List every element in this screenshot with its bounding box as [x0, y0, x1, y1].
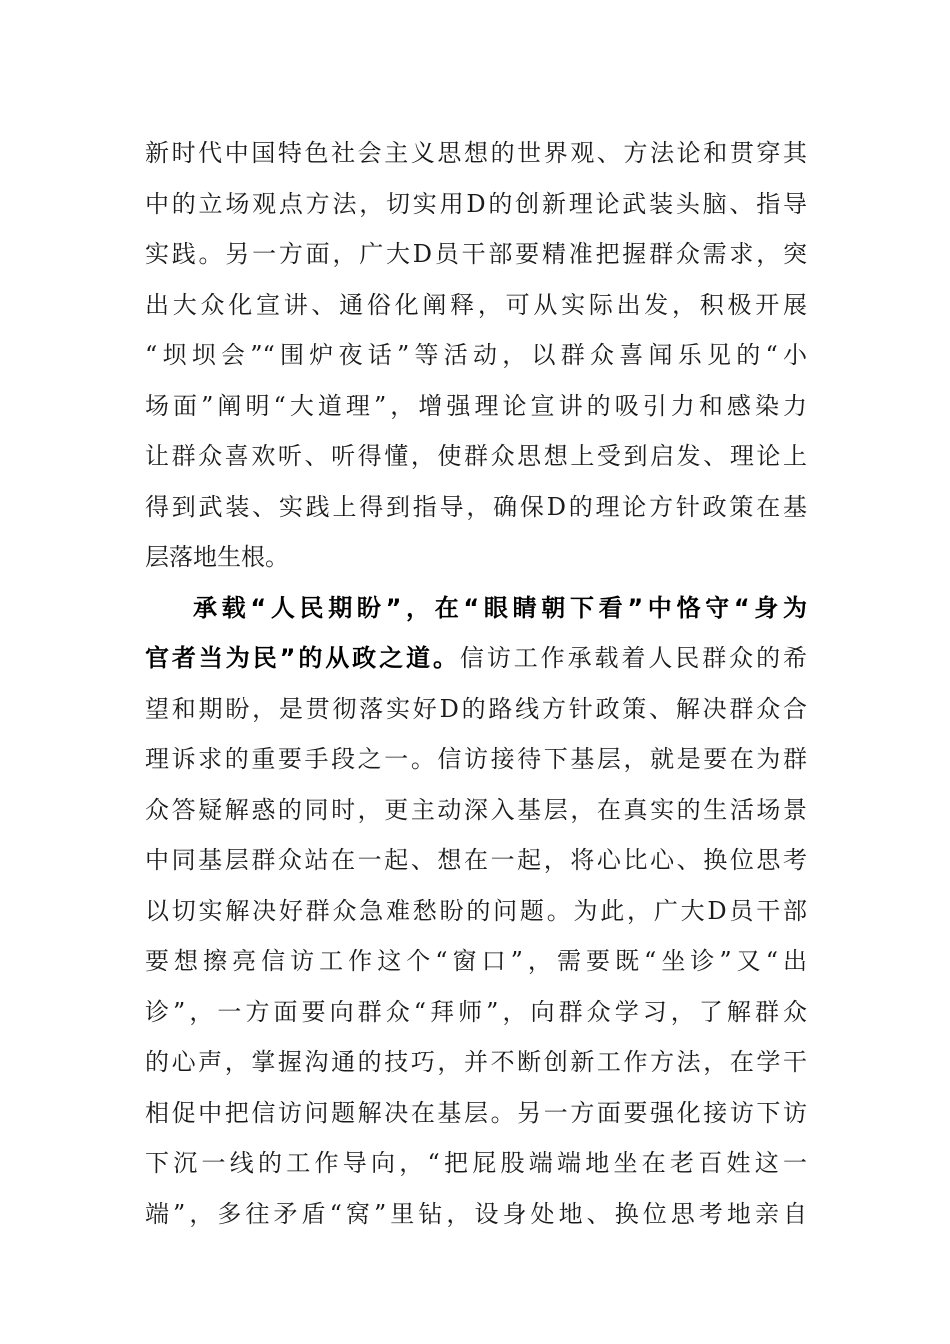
text-line: 让群众喜欢听、听得懂，使群众思想上受到启发、理论上 — [145, 442, 807, 470]
text-line: 中同基层群众站在一起、想在一起，将心比心、换位思考 — [145, 846, 807, 874]
text-line: 出大众化宣讲、通俗化阐释，可从实际出发，积极开展 — [145, 290, 807, 319]
text-line: 以切实解决好群众急难愁盼的问题。为此，广大D员干部 — [145, 896, 807, 925]
section-heading-part2: 官者当为民”的从政之道。 — [145, 644, 460, 672]
text-line: 的心声，掌握沟通的技巧，并不断创新工作方法，在学干 — [145, 1048, 807, 1076]
text-line: 新时代中国特色社会主义思想的世界观、方法论和贯穿其 — [145, 139, 807, 167]
text-line: 相促中把信访问题解决在基层。另一方面要强化接访下访 — [145, 1098, 807, 1127]
text-line: 诊”，一方面要向群众“拜师”，向群众学习，了解群众 — [145, 997, 807, 1026]
document-body — [145, 128, 807, 1239]
text-line: “坝坝会”“围炉夜话”等活动，以群众喜闻乐见的“小 — [145, 341, 807, 369]
paragraph-theory-outreach — [145, 128, 807, 583]
text-line: 要想擦亮信访工作这个“窗口”，需要既“坐诊”又“出 — [145, 947, 807, 975]
text-line: 端”，多往矛盾“窝”里钻，设身处地、换位思考地亲自 — [145, 1199, 807, 1228]
text-line: 得到武装、实践上得到指导，确保D的理论方针政策在基 — [145, 492, 807, 521]
text-line: 下沉一线的工作导向，“把屁股端端地坐在老百姓这一 — [145, 1149, 807, 1177]
text-line: 理诉求的重要手段之一。信访接待下基层，就是要在为群 — [145, 745, 807, 773]
text-line: 实践。另一方面，广大D员干部要精准把握群众需求，突 — [145, 240, 807, 268]
section-heading-part1: 承载“人民期盼”，在“眼睛朝下看”中恪守“身为 — [193, 593, 807, 622]
text-line: 中的立场观点方法，切实用D的创新理论武装头脑、指导 — [145, 189, 807, 218]
text-line — [145, 633, 807, 684]
text-run: 信访工作承载着人民群众的希 — [459, 644, 807, 672]
text-line — [145, 583, 807, 634]
paragraph-petition-work — [145, 583, 807, 1240]
text-line: 众答疑解惑的同时，更主动深入基层，在真实的生活场景 — [145, 795, 807, 824]
text-line: 层落地生根。 — [145, 543, 289, 571]
text-line: 场面”阐明“大道理”，增强理论宣讲的吸引力和感染力 — [145, 391, 807, 420]
text-line: 望和期盼，是贯彻落实好D的路线方针政策、解决群众合 — [145, 694, 807, 723]
